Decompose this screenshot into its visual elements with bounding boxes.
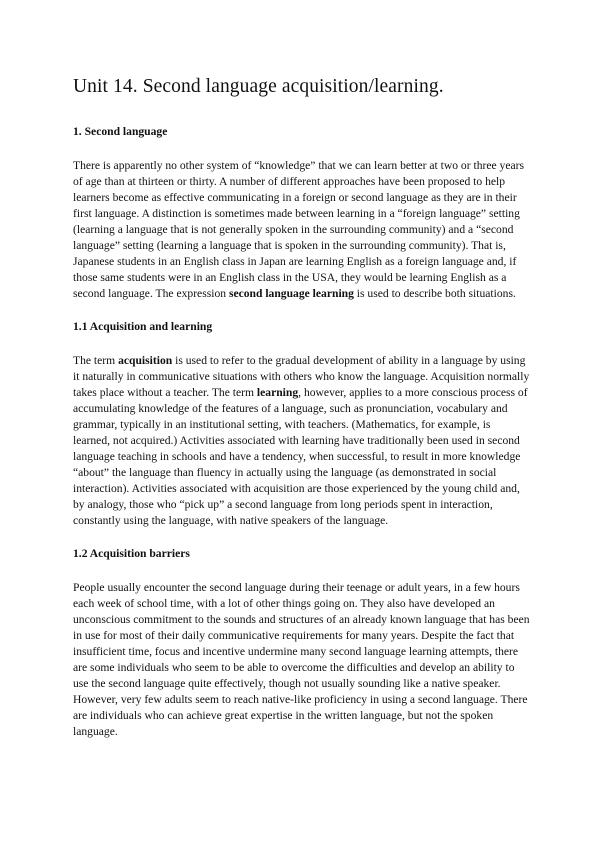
section-heading-acquisition-barriers: 1.2 Acquisition barriers <box>73 547 190 560</box>
bold-term-learning: learning <box>256 386 299 399</box>
text-run: There is apparently no other system of “knowledge” that we can learn better at two or three years of age than at thirteen or thirty. A number of different approaches have been proposed to help learners become as effective communicating in a foreign or second language as they are in their first language. A distinction is sometimes made between learning in a “foreign language” setting (learning a language that is not generally spoken in the surrounding community) and a “second language” setting (learning a language that is spoken in the surrounding community). That is, Japanese students in an English class in Japan are learning English as a foreign language and, if those same students were in an English class in the USA, they would be learning English as a second language. The expression <box>73 159 525 300</box>
bold-term-second-language-learning: second language learning <box>228 287 354 300</box>
section-heading-second-language: 1. Second language <box>73 125 168 138</box>
paragraph-second-language <box>73 158 530 302</box>
page-title: Unit 14. Second language acquisition/learning. <box>73 76 444 97</box>
text-run: is used to describe both situations. <box>353 287 516 300</box>
paragraph-acquisition-barriers <box>73 580 530 740</box>
bold-term-acquisition: acquisition <box>118 354 173 367</box>
text-run: The term <box>73 354 119 367</box>
text-run: People usually encounter the second language during their teenage or adult years, in a few hours each week of school time, with a lot of other things going on. They also have developed an unconscious commitment to the sounds and structures of an already known language that has been in use for most of their daily communicative requirements for many years. Despite the fact that insufficient time, focus and incentive undermine many second language learning attempts, there are some individuals who seem to be able to overcome the difficulties and develop an ability to use the second language quite effectively, though not usually sounding like a native speaker. However, very few adults seem to reach native-like proficiency in using a second language. There are individuals who can achieve great expertise in the written language, but not the spoken language. <box>73 581 530 738</box>
paragraph-acquisition-and-learning <box>73 353 530 529</box>
section-heading-acquisition-and-learning: 1.1 Acquisition and learning <box>73 320 213 333</box>
text-run: , however, applies to a more conscious process of accumulating knowledge of the features of a language, such as pronunciation, vocabulary and grammar, typically in an institutional setting, with teachers. (Mathematics, for example, is learned, not acquired.) Activities associated with learning have traditionally been used in second language teaching in schools and have a tendency, when successful, to result in more knowledge “about” the language than fluency in actually using the language (as demonstrated in social interaction). Activities associated with acquisition are those experienced by the young child and, by analogy, those who “pick up” a second language from long periods spent in interaction, constantly using the language, with native speakers of the language. <box>73 386 528 527</box>
document-body <box>73 124 530 740</box>
text-run: is used to refer to the gradual development of ability in a language by using it naturally in communicative situations with others who know the language. Acquisition normally takes place without a teacher. The term <box>73 354 530 399</box>
